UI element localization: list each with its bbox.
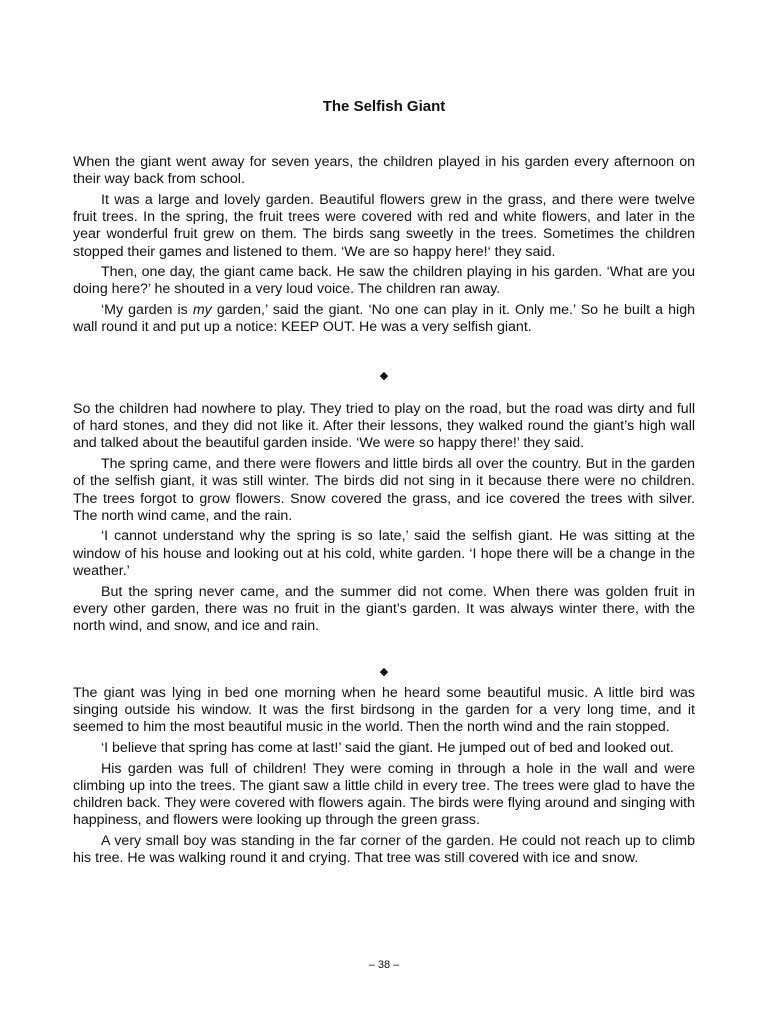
page-title: The Selfish Giant	[322, 98, 446, 115]
paragraph	[73, 302, 695, 336]
paragraph: When the giant went away for seven years, the children played in his garden every afternoon on their way back from school.	[73, 154, 695, 188]
page-number: – 38 –	[368, 959, 400, 971]
paragraph: The giant was lying in bed one morning when he heard some beautiful music. A little bird was singing outside his window. It was the first birdsong in the garden for a very long time, and it seemed to him the most beautiful music in the world. Then the north wind and the rain stopped.	[73, 685, 695, 736]
paragraph: Then, one day, the giant came back. He saw the children playing in his garden. ‘What are you doing here?’ he shouted in a very loud voice. The children ran away.	[73, 264, 695, 298]
paragraph: ‘I believe that spring has come at last!’ said the giant. He jumped out of bed and looked out.	[101, 740, 674, 757]
paragraph-text: garden,’ said the giant. ‘No one can play in it. Only me.’ So he built a high wall round it and put up a notice: KEEP OUT. He was a very selfish giant.	[73, 302, 695, 336]
paragraph: But the spring never came, and the summer did not come. When there was golden fruit in every other garden, there was no fruit in the giant’s garden. It was always winter there, with the north wind, and snow, and ice and rain.	[73, 583, 695, 634]
paragraph-text: ‘My garden is	[101, 302, 193, 319]
paragraph: ‘I cannot understand why the spring is so late,’ said the selfish giant. He was sitting at the window of his house and looking out at his cold, white garden. ‘I hope there will be a change in the weather.’	[73, 528, 695, 579]
emphasized-word: my	[192, 302, 212, 319]
paragraph: His garden was full of children! They were coming in through a hole in the wall and were climbing up into the trees. The giant saw a little child in every tree. The trees were glad to have the children back. They were covered with flowers again. The birds were flying around and singing with happiness, and flowers were looking up through the green grass.	[73, 760, 695, 829]
section-divider-icon: ◆	[379, 666, 389, 678]
paragraph: The spring came, and there were flowers and little birds all over the country. But in the garden of the selfish giant, it was still winter. The birds did not sing in it because there were no children. The trees forgot to grow flowers. Snow covered the grass, and ice covered the trees with silver. The north wind came, and the rain.	[73, 456, 695, 524]
section-3	[73, 685, 695, 871]
section-1	[73, 154, 695, 340]
paragraph: It was a large and lovely garden. Beautiful flowers grew in the grass, and there were twelve fruit trees. In the spring, the fruit trees were covered with red and white flowers, and later in the year wonderful fruit grew on them. The birds sang sweetly in the trees. Sometimes the children stopped their games and listened to them. ‘We are so happy here!‘ they said.	[73, 191, 695, 260]
paragraph: A very small boy was standing in the far corner of the garden. He could not reach up to climb his tree. He was walking round it and crying. That tree was still covered with ice and snow.	[73, 833, 695, 867]
section-divider-icon: ◆	[379, 370, 389, 382]
section-2	[73, 401, 695, 639]
paragraph: So the children had nowhere to play. They tried to play on the road, but the road was dirty and full of hard stones, and they did not like it. After their lessons, they walked round the giant’s high wall and talked about the beautiful garden inside. ‘We were so happy there!’ they said.	[73, 401, 695, 452]
document-page	[73, 0, 695, 1024]
